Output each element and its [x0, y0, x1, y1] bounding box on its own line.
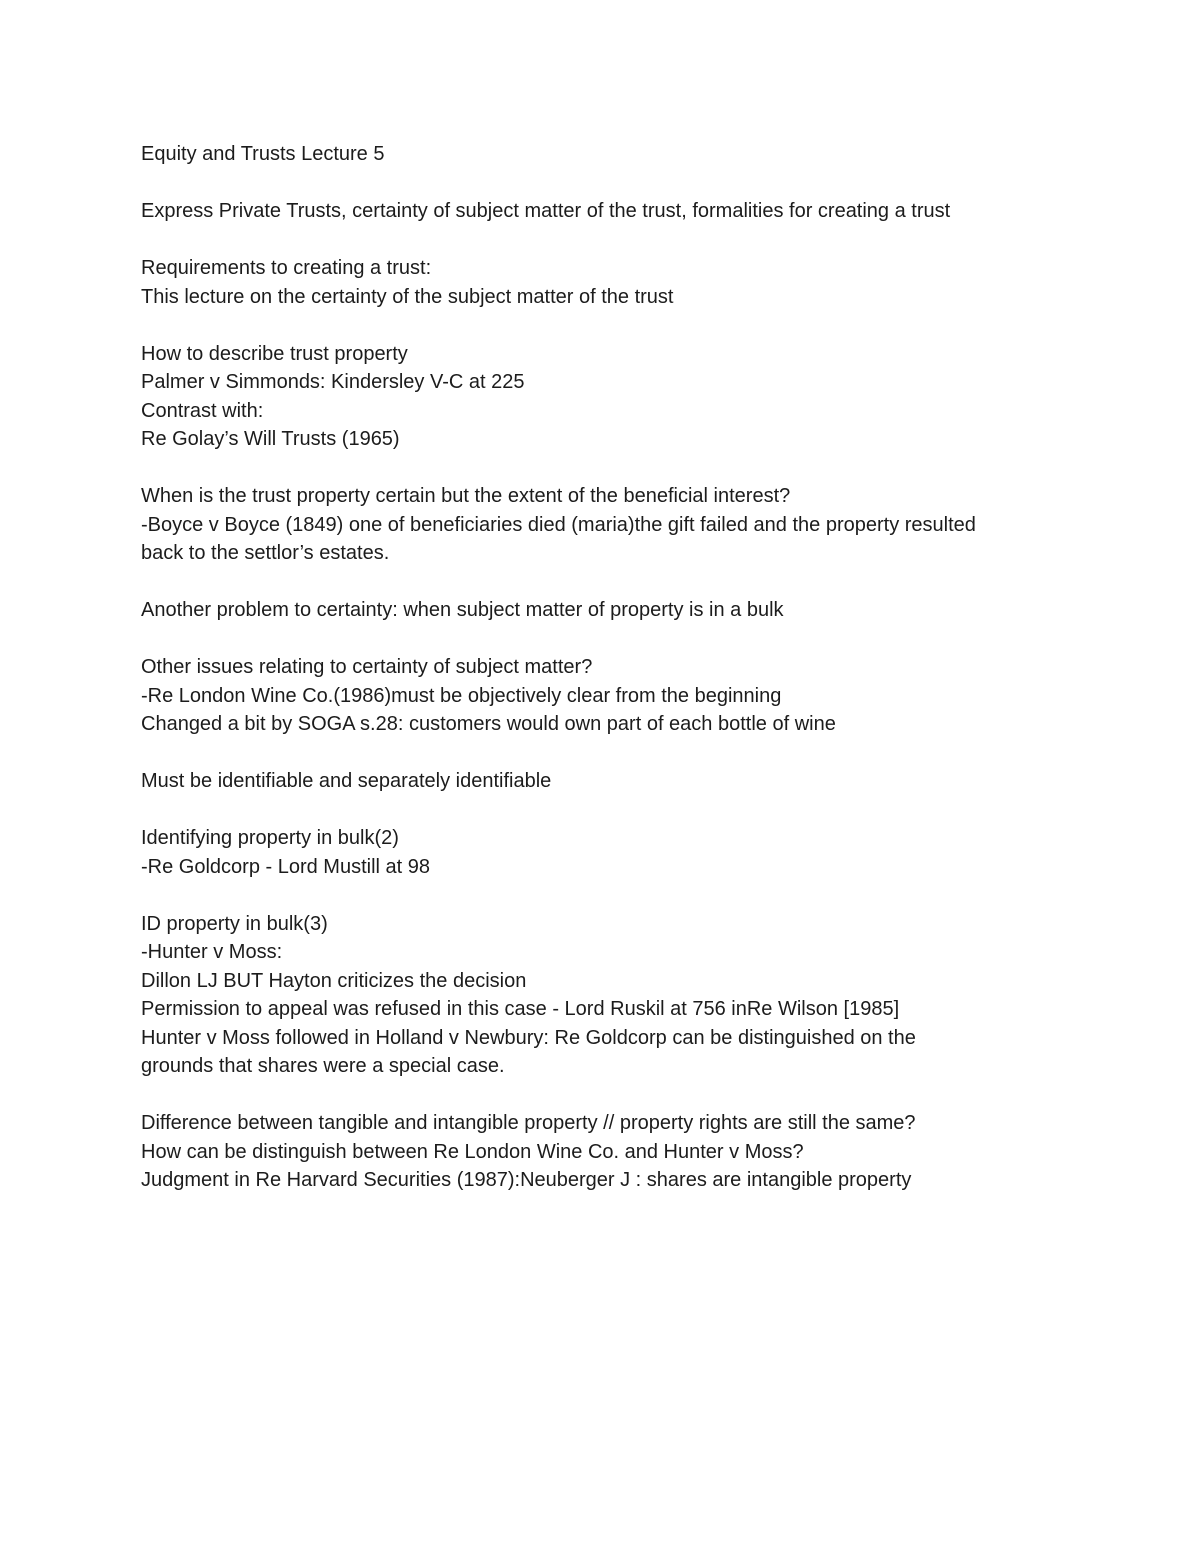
text-line: How to describe trust property [141, 342, 408, 365]
paragraph-gap [141, 625, 1101, 654]
text-line: Judgment in Re Harvard Securities (1987):Neuberger J : shares are intangible property [141, 1169, 912, 1191]
paragraph-gap [141, 311, 1101, 340]
text-line: When is the trust property certain but the extent of the beneficial interest? [141, 485, 791, 507]
text-line: Another problem to certainty: when subject matter of property is in a bulk [141, 599, 784, 621]
page-subtitle: Express Private Trusts, certainty of subject matter of the trust, formalities for creating a trust [141, 200, 951, 222]
text-line: Requirements to creating a trust: [141, 257, 432, 279]
paragraph-gap [141, 568, 1101, 597]
paragraph-describe-property [141, 340, 1101, 454]
paragraph-gap [141, 226, 1101, 255]
text-line: Identifying property in bulk(2) [141, 827, 399, 849]
text-line: Changed a bit by SOGA s.28: customers would own part of each bottle of wine [141, 713, 836, 735]
text-line: Must be identifiable and separately identifiable [141, 770, 552, 792]
text-line: Permission to appeal was refused in this case - Lord Ruskil at 756 inRe Wilson [1985] [141, 998, 900, 1020]
text-line: Hunter v Moss followed in Holland v Newbury: Re Goldcorp can be distinguished on the [141, 1026, 916, 1049]
text-line: -Hunter v Moss: [141, 941, 283, 963]
text-line: Palmer v Simmonds: Kindersley V-C at 225 [141, 371, 525, 393]
page-title: Equity and Trusts Lecture 5 [141, 143, 385, 165]
paragraph-beneficial-interest [141, 482, 1101, 568]
text-line: Other issues relating to certainty of subject matter? [141, 656, 593, 678]
text-line: -Re Goldcorp - Lord Mustill at 98 [141, 855, 431, 878]
text-line: Contrast with: [141, 399, 264, 422]
text-line: ID property in bulk(3) [141, 912, 328, 935]
text-line: Re Golay’s Will Trusts (1965) [141, 428, 400, 450]
paragraph-identifiable [141, 767, 1101, 796]
paragraph-gap [141, 881, 1101, 910]
text-line: Difference between tangible and intangible property // property rights are still the same? [141, 1112, 916, 1134]
paragraph-gap [141, 169, 1101, 198]
paragraph-bulk-2 [141, 824, 1101, 881]
text-line: Dillon LJ BUT Hayton criticizes the decision [141, 969, 527, 992]
paragraph-tangible-intangible [141, 1109, 1101, 1195]
paragraph-gap [141, 1081, 1101, 1110]
paragraph-other-issues [141, 653, 1101, 739]
text-line: back to the settlor’s estates. [141, 542, 390, 564]
text-line: How can be distinguish between Re London Wine Co. and Hunter v Moss? [141, 1140, 804, 1163]
paragraph-gap [141, 739, 1101, 768]
text-line: -Boyce v Boyce (1849) one of beneficiaries died (maria)the gift failed and the property resulted [141, 513, 976, 536]
document-body [141, 140, 1101, 1195]
paragraph-gap [141, 796, 1101, 825]
text-line: grounds that shares were a special case. [141, 1055, 505, 1077]
paragraph-requirements [141, 254, 1101, 311]
text-line: -Re London Wine Co.(1986)must be objectively clear from the beginning [141, 684, 782, 707]
paragraph-bulk-3 [141, 910, 1101, 1081]
text-line: This lecture on the certainty of the subject matter of the trust [141, 285, 674, 308]
paragraph-gap [141, 454, 1101, 483]
paragraph-bulk-problem [141, 596, 1101, 625]
